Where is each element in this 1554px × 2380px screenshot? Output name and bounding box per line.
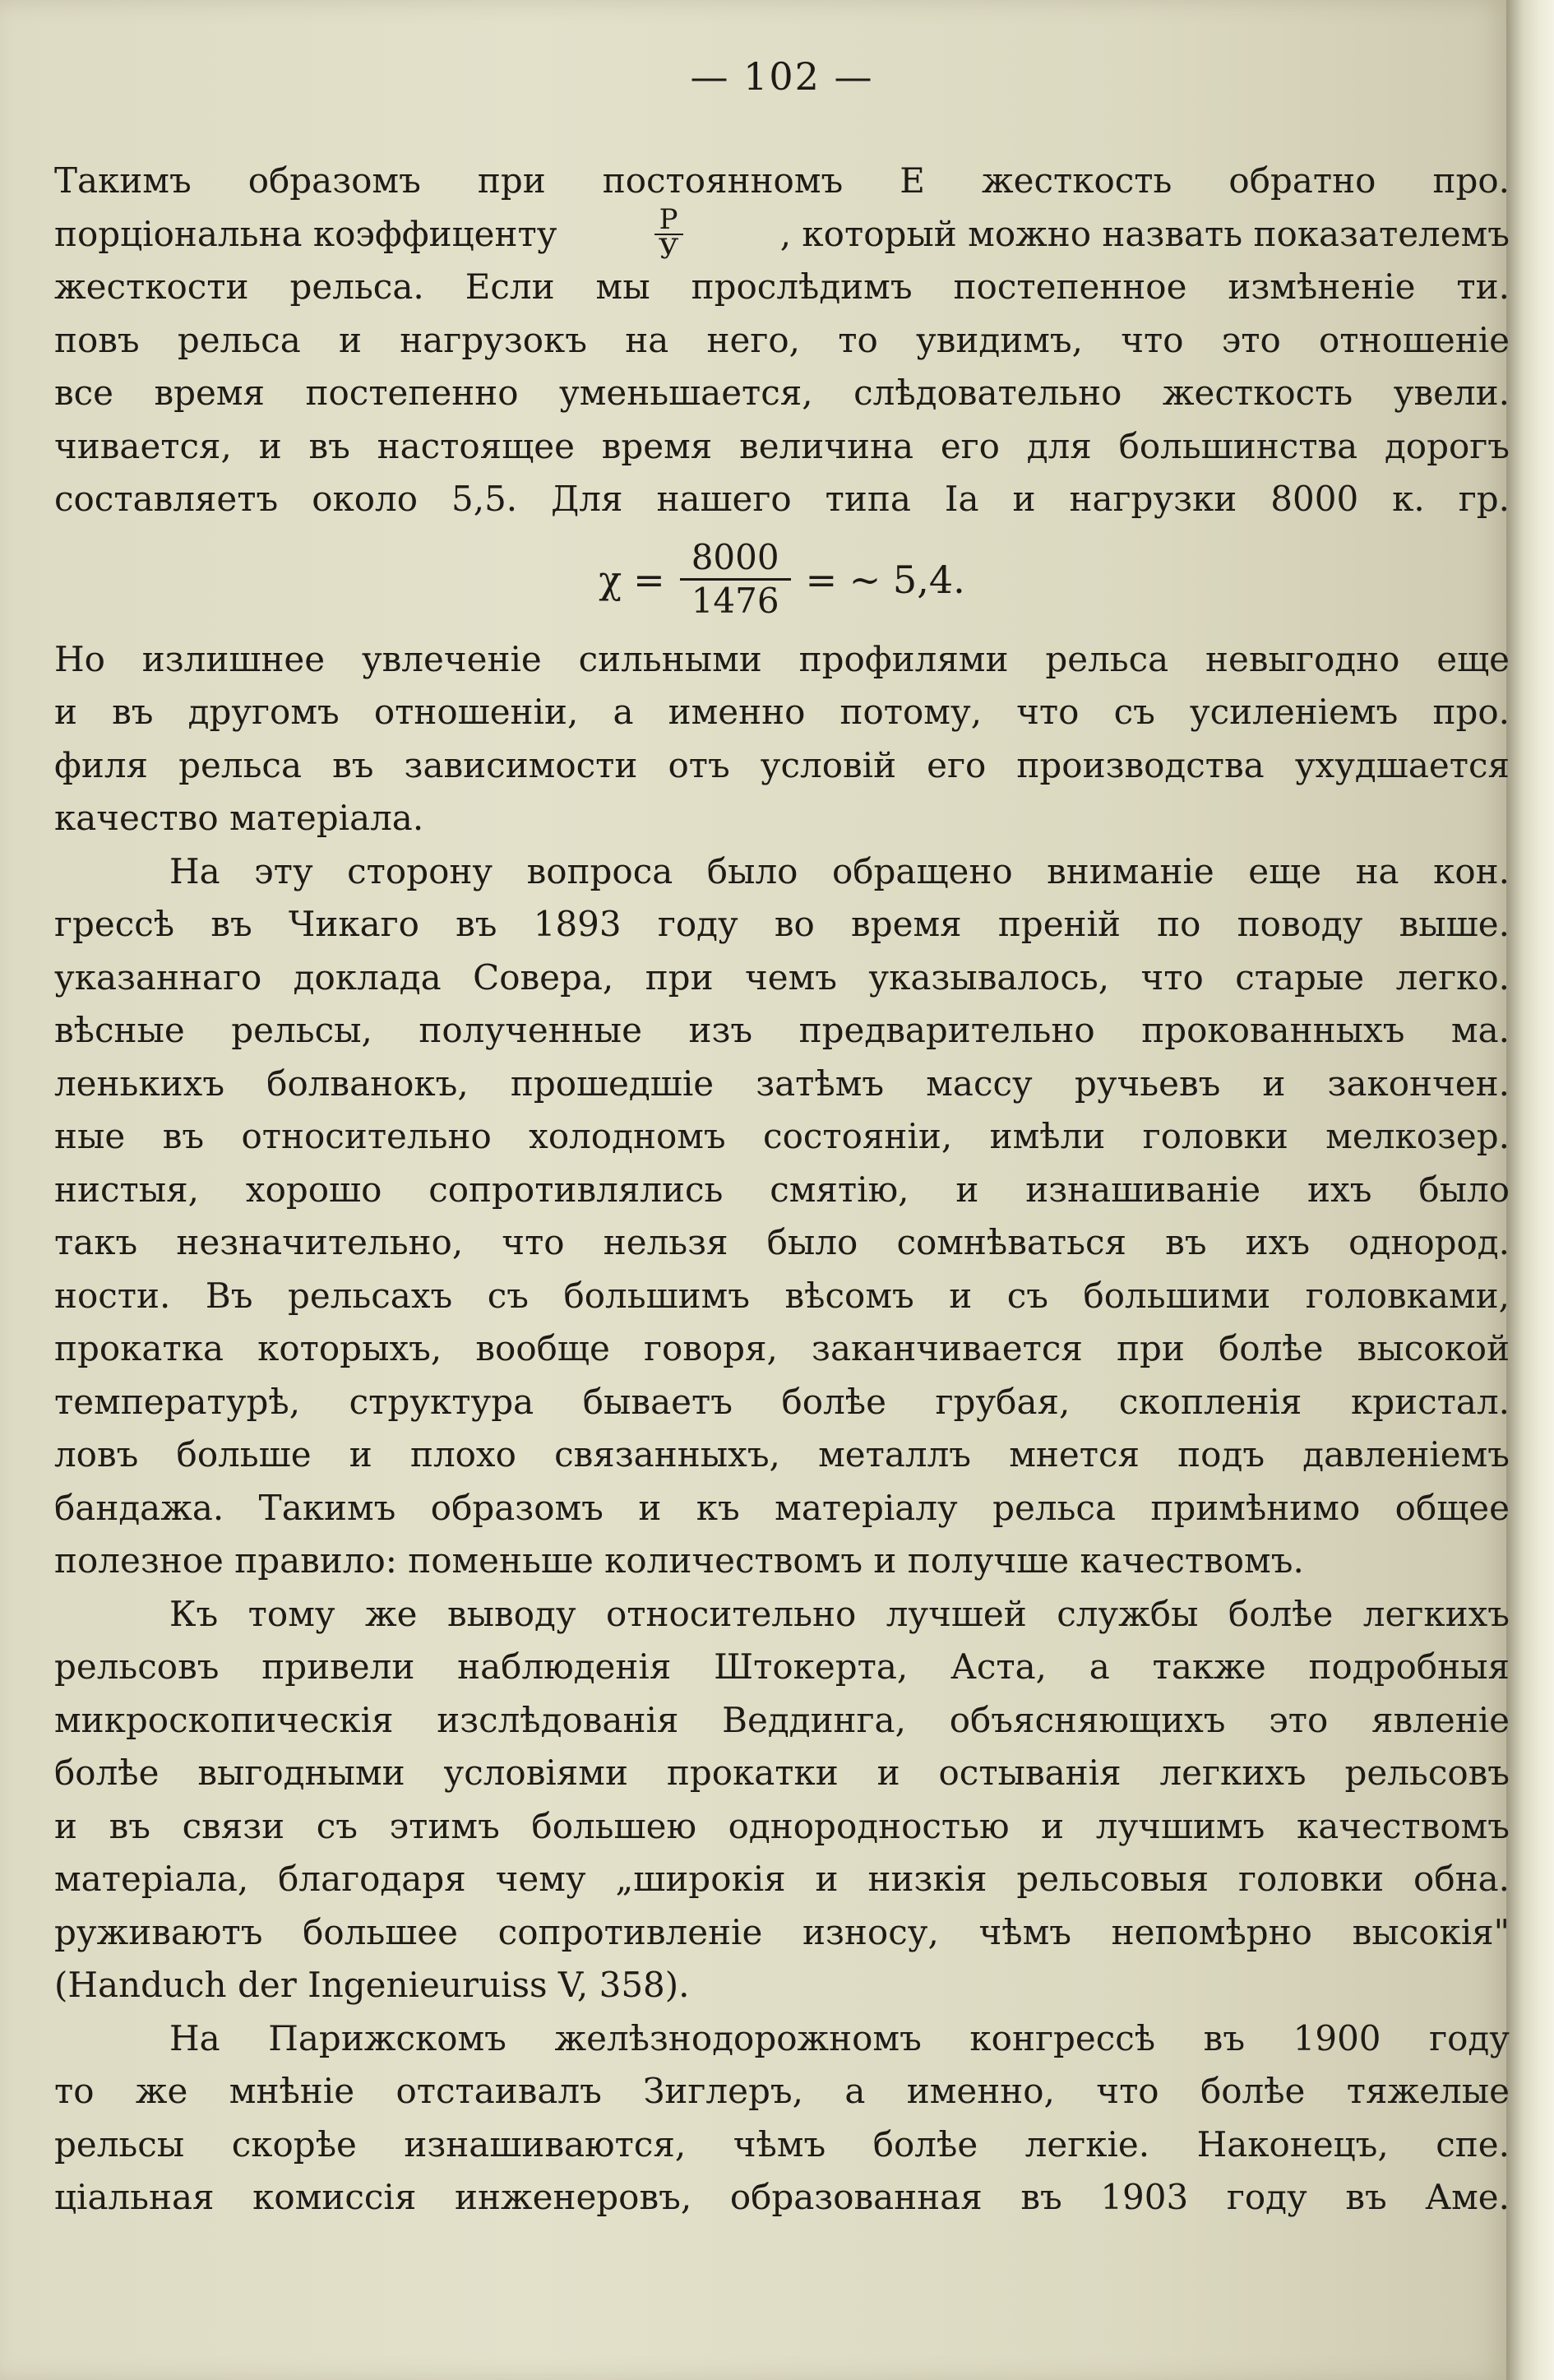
text-line: то же мнѣніе отстаивалъ Зиглеръ, а именно, что болѣе тяжелые [54, 2071, 1510, 2111]
page-number: — 102 — [690, 54, 874, 99]
text-line: такъ незначительно, что нельзя было сомнѣваться въ ихъ однород. [54, 1222, 1510, 1262]
text-line: грессѣ въ Чикаго въ 1893 году во время преній по поводу выше. [54, 904, 1510, 944]
text-line: ные въ относительно холодномъ состояніи, имѣли головки мелкозер. [54, 1116, 1510, 1156]
text-line: руживаютъ большее сопротивленіе износу, чѣмъ непомѣрно высокія" [54, 1911, 1510, 1952]
text-line: нистыя, хорошо сопротивлялись смятію, и изнашиваніе ихъ было [54, 1169, 1510, 1210]
text-fragment: , который можно назвать показателемъ [779, 213, 1510, 254]
text-line: микроскопическія изслѣдованія Веддинга, объясняющихъ это явленіе [54, 1699, 1510, 1740]
text-line: Къ тому же выводу относительно лучшей службы болѣе легкихъ [169, 1593, 1510, 1634]
text-line: Но излишнее увлеченіе сильными профилями рельса невыгодно еще [54, 638, 1510, 679]
text-line: филя рельса въ зависимости отъ условій его производства ухудшается [54, 744, 1510, 785]
formula-fraction [680, 537, 791, 622]
text-line: чивается, и въ настоящее время величина его для большинства дорогъ [54, 425, 1510, 466]
text-line: и въ другомъ отношеніи, а именно потому, что съ усиленіемъ про. [54, 692, 1510, 732]
text-line: и въ связи съ этимъ большею однородностью и лучшимъ качествомъ [54, 1805, 1510, 1846]
paragraph-5 [54, 2012, 1510, 2225]
page-text [54, 48, 1510, 2225]
text-line: Такимъ образомъ при постоянномъ Е жесткость обратно про. [54, 160, 1510, 201]
text-line: матеріала, благодаря чему „широкія и низкія рельсовыя головки обна. [54, 1859, 1510, 1899]
formula-numerator: 8000 [680, 537, 791, 581]
formula-denominator: 1476 [691, 581, 779, 621]
paragraph-1 [54, 155, 1510, 526]
text-fragment: порціональна коэффиценту [54, 213, 557, 254]
formula-result: = ~ 5,4. [805, 557, 965, 602]
text-line: бандажа. Такимъ образомъ и къ матеріалу рельса примѣнимо общее [54, 1487, 1510, 1528]
text-line: повъ рельса и нагрузокъ на него, то увидимъ, что это отношеніе [54, 319, 1510, 360]
text-line: полезное правило: поменьше количествомъ и получше качествомъ. [54, 1540, 1304, 1581]
text-line: На Парижскомъ желѣзнодорожномъ конгрессѣ въ 1900 году [169, 2017, 1510, 2058]
formula-symbol: χ [599, 557, 622, 602]
text-line: рельсы скорѣе изнашиваются, чѣмъ болѣе легкіе. Наконецъ, спе. [54, 2123, 1510, 2165]
text-line: качество матеріала. [54, 798, 424, 838]
text-line: температурѣ, структура бываетъ болѣе грубая, скопленія кристал. [54, 1381, 1510, 1422]
paragraph-4 [54, 1588, 1510, 2012]
formula [54, 526, 1510, 633]
text-line: прокатка которыхъ, вообще говоря, заканчивается при болѣе высокой [54, 1328, 1510, 1368]
text-line: составляетъ около 5,5. Для нашего типа Іа и нагрузки 8000 к. гр. [54, 479, 1510, 519]
paragraph-2 [54, 633, 1510, 845]
text-line-with-fraction [54, 208, 1510, 262]
text-line: ціальная комиссія инженеровъ, образованная въ 1903 году въ Аме. [54, 2177, 1510, 2217]
text-line: рельсовъ привели наблюденія Штокерта, Аста, а также подробныя [54, 1646, 1510, 1687]
text-line: вѣсные рельсы, полученные изъ предварительно прокованныхъ ма. [54, 1010, 1510, 1050]
text-line: (Handuch der Ingenieuruiss V, 358). [54, 1965, 690, 2005]
inline-fraction [654, 208, 683, 262]
text-line: жесткости рельса. Если мы прослѣдимъ постепенное измѣненіе ти. [54, 266, 1510, 307]
fraction-numerator: P [654, 208, 683, 235]
text-line: На эту сторону вопроса было обращено вниманіе еще на кон. [169, 850, 1510, 891]
text-line: все время постепенно уменьшается, слѣдовательно жесткость увели. [54, 373, 1510, 413]
fraction-denominator: У [658, 232, 679, 261]
text-line: болѣе выгодными условіями прокатки и остыванія легкихъ рельсовъ [54, 1753, 1510, 1793]
text-line: ловъ больше и плохо связанныхъ, металлъ мнется подъ давленіемъ [54, 1434, 1510, 1475]
formula-equals: = [633, 557, 665, 602]
text-line: ленькихъ болванокъ, прошедшіе затѣмъ массу ручьевъ и закончен. [54, 1063, 1510, 1104]
page-gutter [1506, 0, 1554, 2380]
text-line: ности. Въ рельсахъ съ большимъ вѣсомъ и съ большими головками, [54, 1275, 1510, 1316]
paragraph-3 [54, 845, 1510, 1588]
text-line: указаннаго доклада Совера, при чемъ указывалось, что старые легко. [54, 956, 1510, 998]
